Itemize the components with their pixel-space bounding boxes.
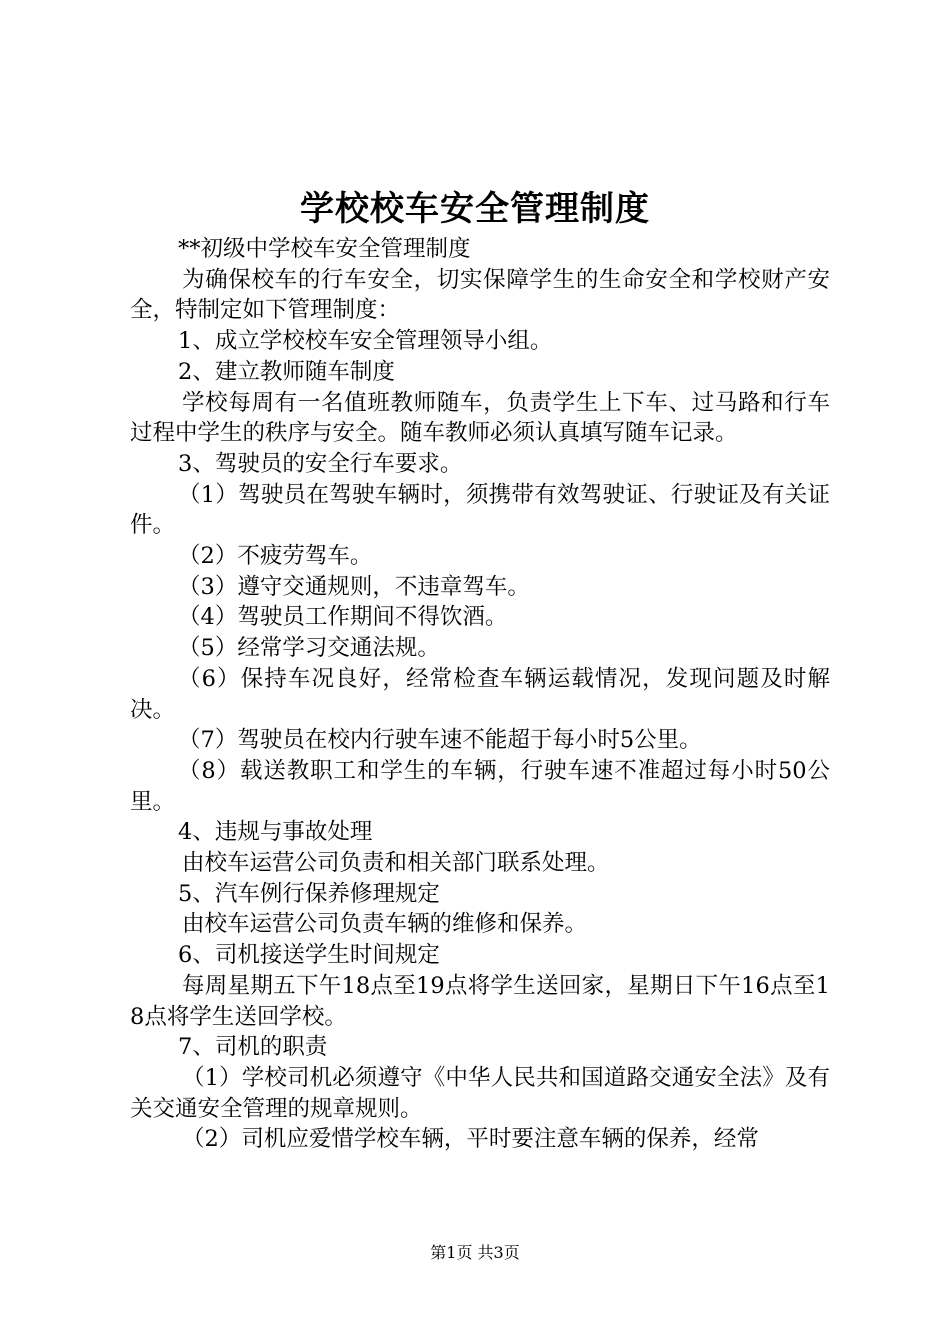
paragraph: 7、司机的职责 bbox=[178, 1034, 328, 1061]
paragraph: （8）载送教职工和学生的车辆，行驶车速不准超过每小时50公里。 bbox=[130, 757, 830, 815]
paragraph: 学校每周有一名值班教师随车，负责学生上下车、过马路和行车过程中学生的秩序与安全。随车教师必须认真填写随车记录。 bbox=[130, 389, 830, 447]
page-title: 学校校车安全管理制度 bbox=[300, 189, 650, 229]
paragraph: 2、建立教师随车制度 bbox=[178, 358, 395, 385]
paragraph: （2）司机应爱惜学校车辆，平时要注意车辆的保养，经常 bbox=[182, 1126, 759, 1153]
paragraph: 4、违规与事故处理 bbox=[178, 819, 373, 846]
paragraph: （6）保持车况良好，经常检查车辆运载情况，发现问题及时解决。 bbox=[130, 665, 830, 723]
paragraph: 5、汽车例行保养修理规定 bbox=[178, 880, 440, 907]
paragraph: 由校车运营公司负责和相关部门联系处理。 bbox=[182, 850, 610, 877]
page-footer: 第1页 共3页 bbox=[430, 1243, 520, 1262]
paragraph: 6、司机接送学生时间规定 bbox=[178, 942, 440, 969]
paragraph: （5）经常学习交通法规。 bbox=[178, 635, 440, 662]
paragraph: （3）遵守交通规则，不违章驾车。 bbox=[178, 573, 530, 600]
paragraph: 为确保校车的行车安全，切实保障学生的生命安全和学校财产安全，特制定如下管理制度： bbox=[130, 266, 830, 324]
paragraph: （2）不疲劳驾车。 bbox=[178, 543, 373, 570]
paragraph: （4）驾驶员工作期间不得饮酒。 bbox=[178, 604, 508, 631]
paragraph: 1、成立学校校车安全管理领导小组。 bbox=[178, 328, 553, 355]
paragraph: （1）学校司机必须遵守《中华人民共和国道路交通安全法》及有关交通安全管理的规章规则。 bbox=[130, 1064, 830, 1122]
paragraph: （7）驾驶员在校内行驶车速不能超于每小时5公里。 bbox=[178, 727, 702, 754]
paragraph: **初级中学校车安全管理制度 bbox=[178, 236, 471, 262]
paragraph: 每周星期五下午18点至19点将学生送回家，星期日下午16点至18点将学生送回学校。 bbox=[130, 972, 830, 1030]
document-body bbox=[130, 234, 830, 1155]
paragraph: 3、驾驶员的安全行车要求。 bbox=[178, 450, 463, 477]
paragraph: （1）驾驶员在驾驶车辆时，须携带有效驾驶证、行驶证及有关证件。 bbox=[130, 481, 830, 539]
paragraph: 由校车运营公司负责车辆的维修和保养。 bbox=[182, 911, 588, 938]
